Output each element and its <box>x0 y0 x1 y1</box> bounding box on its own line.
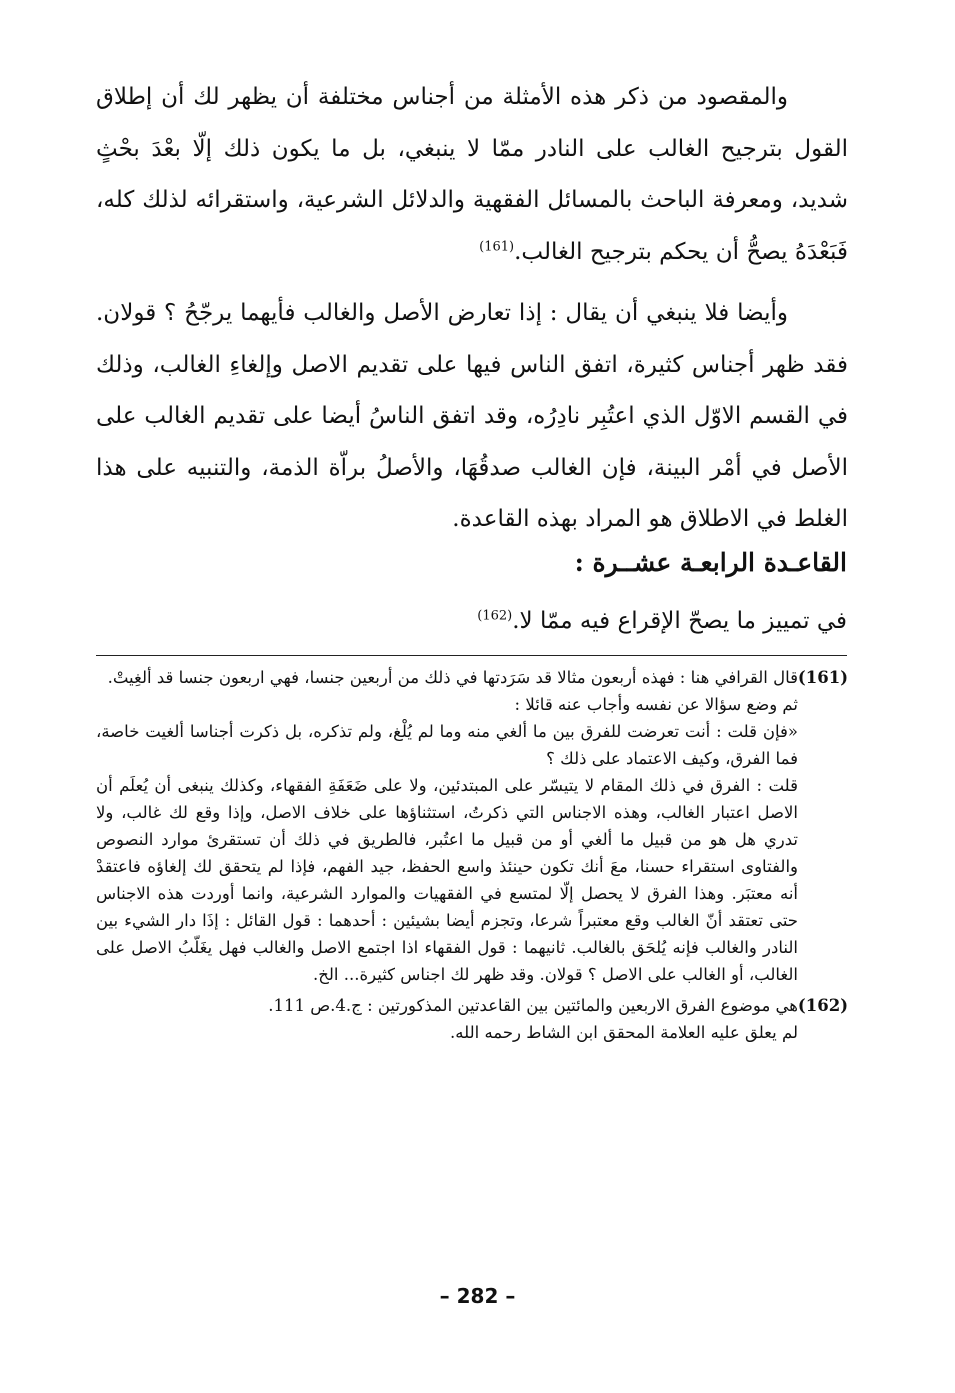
section-subheading <box>477 608 847 634</box>
footnote-paragraph: ثم وضع سؤالا عن نفسه وأجاب عنه قائلا : <box>514 695 798 714</box>
footnote-number: (162) <box>797 996 848 1015</box>
footnote-162 <box>96 992 848 1046</box>
footnote-paragraph: قال القرافي هنا : فهذه أربعون مثالا قد سَرَدتها في ذلك من أربعين جنسا، فهي اربعون جنسا قد ألغِيتْ. <box>107 668 798 687</box>
footnote-body <box>96 992 798 1046</box>
page-number: – 282 – <box>439 1284 516 1308</box>
footnote-paragraph: لم يعلق عليه العلامة المحقق ابن الشاط رحمه الله. <box>450 1023 798 1042</box>
footnote-body <box>96 664 798 988</box>
subheading-text: في تمييز ما يصحّ الإقراع فيه ممّا لا. <box>512 608 847 634</box>
footnote-paragraph: «فإن قلت : أنت تعرضت للفرق بين ما ألغي منه وما لم يُلْغ، ولم تذكره، بل ذكرت أجناسا ألغيت خاصة، فما الفرق، وكيف الاعتماد على ذلك ؟ <box>96 722 798 768</box>
footnote-paragraph: قلت : الفرق في ذلك المقام لا يتيسّر على المبتدئين، ولا على ضَعَفَةِ الفقهاء، وكذلك ينبغى أن يُعلَم أن الاصل اعتبار الغالب، وهذه الاجناس التي ذكرتُ، استثناؤها على خلاف الاصل، وإذا وقع لك غالب، ولا تدري هل هو من قبيل ما ألغي أو من قبيل ما اعتُبر، فالطريق في ذلك أن تستقرئ موارد النصوص والفتاوى استقراء حسنا، معَ أنك تكون حينئذ واسع الحفظ، جيد الفهم، فإذا لم يتحقق لك إلغاؤه فاعتقدْ أنه معتبَر. وهذا الفرق لا يحصل إلّا لمتسع في الفقهيات والموارد الشرعية، وانما أوردت هذه الاجناس حتى تعتقد أنّ الغالب وقع معتبراً شرعا، وتجزم أيضا بشيئين : أحدهما : قول القائل : إذَا دار الشيء بين النادر والغالب فإنه يُلحَق بالغالب. ثانيهما : قول الفقهاء اذا اجتمع الاصل والغالب فهل يغَلّبُ الاصل على الغالب، أو الغالب على الاصل ؟ قولان. وقد ظهر لك اجناس كثيرة... الخ. <box>96 776 798 984</box>
footnote-divider <box>96 655 847 656</box>
body-paragraph-2 <box>96 288 848 546</box>
footnote-ref-161: (161) <box>479 238 515 254</box>
paragraph-text: وأيضا فلا ينبغي أن يقال : إذا تعارض الأصل والغالب فأيهما يرجّحُ ؟ قولان. فقد ظهر أجناس كثيرة، اتفق الناس فيها على تقديم الاصل وإلغاءِ الغالب، وذلك في القسم الاوّل الذي اعتُبِر نادِرُه، وقد اتفق الناسُ أيضا على تقديم الغالب على الأصل في أمْر البينة، فإن الغالب صدقُهَا، والأصلُ براّة الذمة، والتنبيه على هذا الغلط في الاطلاق هو المراد بهذه القاعدة. <box>96 300 848 532</box>
section-heading: القاعـدة الرابعـة عشــرة : <box>574 548 847 577</box>
footnote-number: (161) <box>797 668 848 687</box>
main-text <box>96 72 848 546</box>
footnotes <box>96 664 848 1046</box>
footnote-161 <box>96 664 848 988</box>
footnote-ref-162: (162) <box>477 608 513 624</box>
body-paragraph-1 <box>96 72 848 278</box>
footnote-paragraph: هي موضوع الفرق الاربعين والمائتين بين القاعدتين المذكورتين : ج.4.ص 111. <box>268 996 798 1015</box>
paragraph-text: والمقصود من ذكر هذه الأمثلة من أجناس مختلفة أن يظهر لك أن إطلاق القول بترجيح الغالب على النادر ممّا لا ينبغي، بل ما يكون ذلك إلّا بعْدَ بحْثٍ شديد، ومعرفة الباحث بالمسائل الفقهية والدلائل الشرعية، واستقرائه لذلك كله، فَبَعْدَهُ يصحُّ أن يحكم بترجيح الغالب. <box>96 84 848 265</box>
